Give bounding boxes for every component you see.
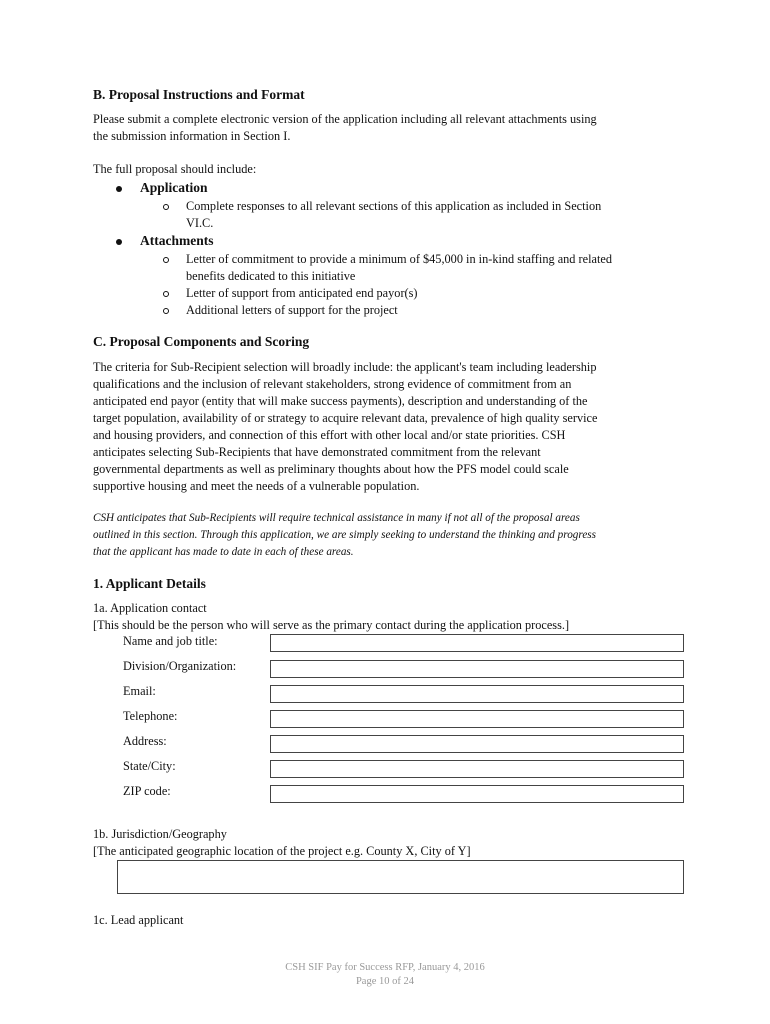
item-attachments-sub3: Additional letters of support for the project <box>186 303 398 317</box>
section-1a-note: [This should be the person who will serve as the primary contact during the application process.] <box>93 618 570 632</box>
circle-bullet-icon <box>163 204 169 210</box>
item-attachments-sub1-line2: benefits dedicated to this initiative <box>186 269 356 283</box>
item-attachments-sub1-line1: Letter of commitment to provide a minimum of $45,000 in in-kind staffing and related <box>186 252 612 266</box>
section-b-para1-line2: the submission information in Section I. <box>93 129 291 143</box>
section-c-italic-line: CSH anticipates that Sub-Recipients will require technical assistance in many if not all of the proposal areas <box>93 512 580 524</box>
address-field[interactable] <box>270 735 684 753</box>
jurisdiction-field[interactable] <box>117 860 684 894</box>
state-city-field[interactable] <box>270 760 684 778</box>
footer-title: CSH SIF Pay for Success RFP, January 4, 2016 <box>285 962 485 973</box>
section-c-italic-line: outlined in this section. Through this application, we are simply seeking to understand the thinking and progress <box>93 529 596 541</box>
section-1b-note: [The anticipated geographic location of the project e.g. County X, City of Y] <box>93 844 471 858</box>
item-application-sub1-line2: VI.C. <box>186 216 214 230</box>
telephone-label: Telephone: <box>123 709 178 723</box>
zip-label: ZIP code: <box>123 784 171 798</box>
section-c-line: anticipates selecting Sub-Recipients that have demonstrated commitment from the relevant <box>93 445 541 459</box>
section-c-line: and housing providers, and connection of this effort with other local and/or state priorities. CSH <box>93 428 566 442</box>
section-c-line: supportive housing and meet the needs of a vulnerable population. <box>93 479 420 493</box>
section-1-heading: 1. Applicant Details <box>93 576 206 591</box>
bullet-icon <box>116 239 122 245</box>
item-attachments-title: Attachments <box>140 233 214 248</box>
section-c-heading: C. Proposal Components and Scoring <box>93 334 310 349</box>
section-c-line: target population, availability of or strategy to acquire relevant data, prevalence of high quality service <box>93 411 598 425</box>
section-b-para2: The full proposal should include: <box>93 162 257 176</box>
bullet-icon <box>116 186 122 192</box>
section-1b-title: 1b. Jurisdiction/Geography <box>93 827 227 841</box>
address-label: Address: <box>123 734 167 748</box>
state-city-label: State/City: <box>123 759 176 773</box>
circle-bullet-icon <box>163 308 169 314</box>
footer-page-number: Page 10 of 24 <box>355 976 415 987</box>
item-application-title: Application <box>140 180 208 195</box>
section-c-line: The criteria for Sub-Recipient selection will broadly include: the applicant's team including leadership <box>93 360 597 374</box>
circle-bullet-icon <box>163 291 169 297</box>
section-c-line: anticipated end payor (entity that will make success payments), description and understanding of the <box>93 394 588 408</box>
zip-field[interactable] <box>270 785 684 803</box>
section-1a-title: 1a. Application contact <box>93 601 207 615</box>
circle-bullet-icon <box>163 257 169 263</box>
section-b-para1-line1: Please submit a complete electronic version of the application including all relevant attachments using <box>93 112 597 126</box>
section-c-italic-line: that the applicant has made to date in each of these areas. <box>93 546 354 558</box>
telephone-field[interactable] <box>270 710 684 728</box>
section-1c-title: 1c. Lead applicant <box>93 913 184 927</box>
name-field[interactable] <box>270 634 684 652</box>
section-c-line: governmental departments as well as preliminary thoughts about how the PFS model could scale <box>93 462 569 476</box>
email-label: Email: <box>123 684 156 698</box>
name-label: Name and job title: <box>123 634 218 648</box>
item-application-sub1-line1: Complete responses to all relevant sections of this application as included in Section <box>186 199 602 213</box>
division-label: Division/Organization: <box>123 659 237 673</box>
section-b-heading: B. Proposal Instructions and Format <box>93 87 305 102</box>
division-field[interactable] <box>270 660 684 678</box>
item-attachments-sub2: Letter of support from anticipated end payor(s) <box>186 286 418 300</box>
email-field[interactable] <box>270 685 684 703</box>
section-c-line: qualifications and the inclusion of relevant stakeholders, strong evidence of commitment from an <box>93 377 572 391</box>
